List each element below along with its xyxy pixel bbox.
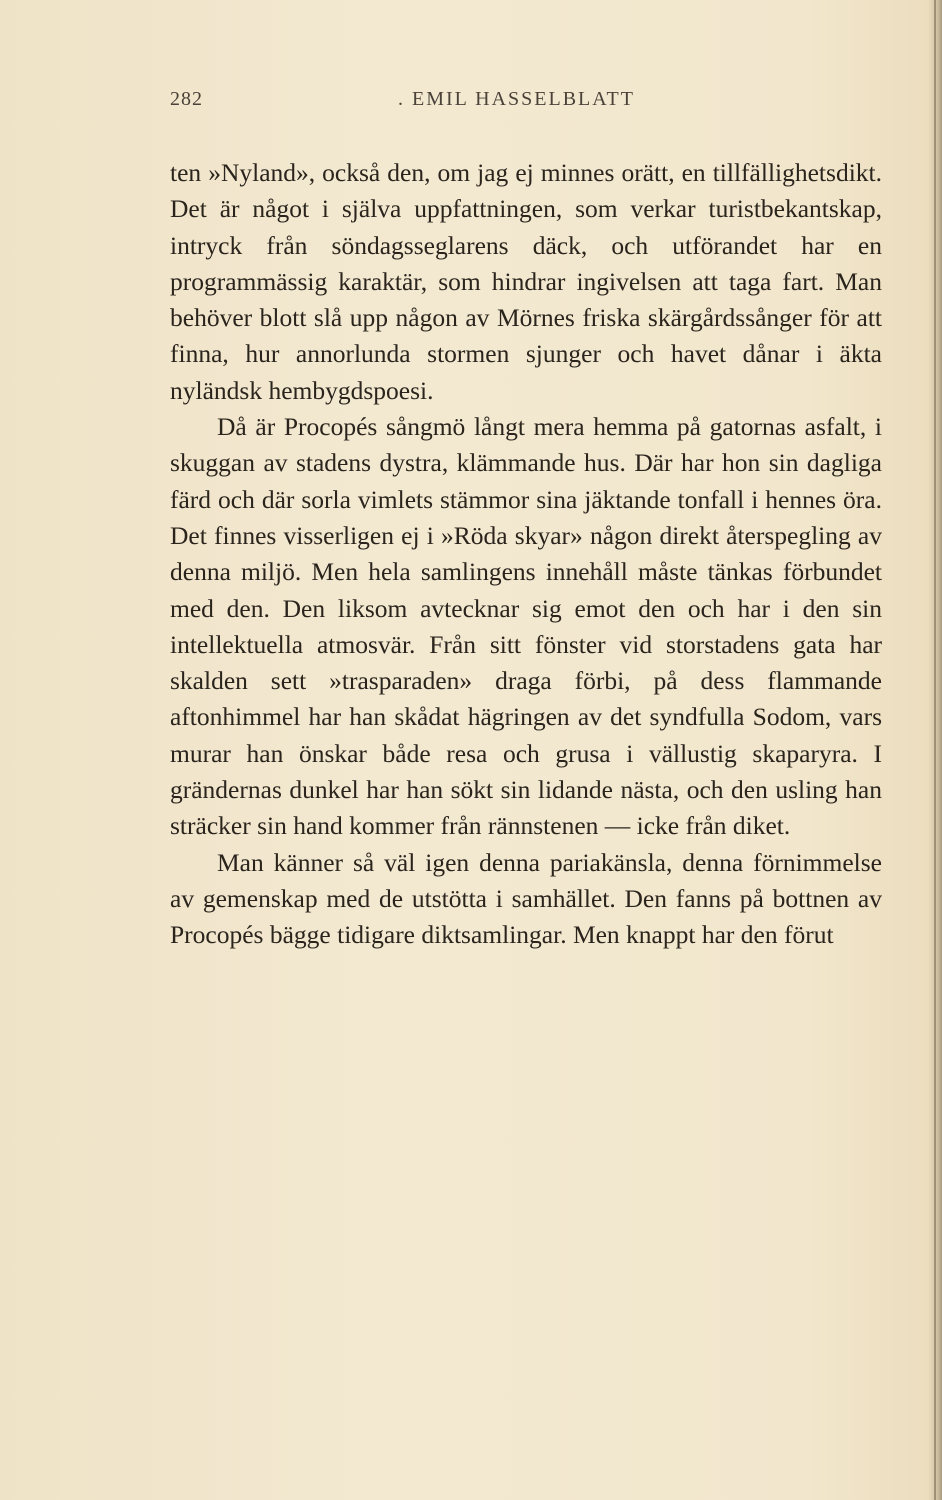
paragraph-3: Man känner så väl igen denna pariakänsla, denna förnimmelse av gemenskap med de utstötta i samhället. Den fanns på bottnen av Procopés bägge tidigare diktsamlingar. Men knappt har den förut xyxy=(170,847,882,950)
page-number: 282 xyxy=(170,88,203,110)
page-edge-line xyxy=(934,0,936,1500)
paragraph-2: Då är Procopés sångmö långt mera hemma på gatornas asfalt, i skuggan av stadens dystra, klämmande hus. Där har hon sin dagliga färd och där sorla vimlets stämmor sina jäktande tonfall i hennes öra. Det finnes visserligen ej i »Röda skyar» någon direkt återspegling av denna miljö. Men hela samlingens innehåll måste tänkas förbundet med den. Den liksom avtecknar sig emot den och har i den sin intellektuella atmosvär. Från sitt fönster vid storstadens gata har skalden sett »trasparaden» draga förbi, på dess flammande aftonhimmel har han skådat hägringen av det syndfulla Sodom, vars murar han önskar både resa och grusa i vällustig skaparyra. I grändernas dunkel har han sökt sin lidande nästa, och den usling han sträcker sin hand kommer från rännstenen — icke från diket. xyxy=(170,412,882,841)
running-head xyxy=(170,88,890,118)
paragraph-1: ten »Nyland», också den, om jag ej minnes orätt, en tillfällighetsdikt. Det är något i själva uppfattningen, som verkar turistbekantskap, intryck från söndagsseglarens däck, och utförandet har en programmässig karaktär, som hindrar ingivelsen att taga fart. Man behöver blott slå upp någon av Mörnes friska skärgårdssånger för att finna, hur annorlunda stormen sjunger och havet dånar i äkta nyländsk hembygdspoesi. xyxy=(170,158,882,405)
running-head-author: . EMIL HASSELBLATT xyxy=(398,88,635,110)
body-text xyxy=(170,155,882,954)
